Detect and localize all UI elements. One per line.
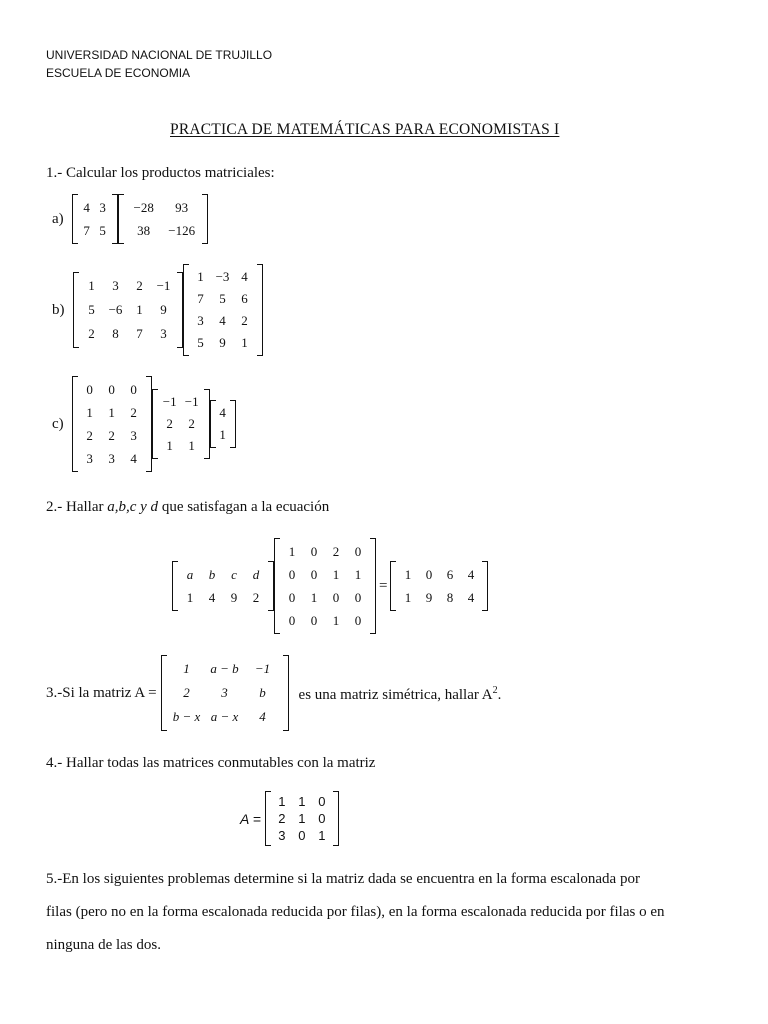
matrix xyxy=(118,194,208,244)
matrix xyxy=(172,561,274,611)
q1-item-c xyxy=(52,376,236,472)
matrix-row xyxy=(159,413,203,435)
matrix-cell: 93 xyxy=(175,199,189,215)
matrix xyxy=(72,376,152,472)
matrix-cell: 0 xyxy=(288,566,296,582)
matrix-cell: −1 xyxy=(184,394,199,409)
matrix-row xyxy=(79,401,145,424)
matrix-row xyxy=(79,424,145,447)
matrix-cell: 0 xyxy=(310,543,318,559)
school-name: ESCUELA DE ECONOMIA xyxy=(46,66,191,80)
matrix-cell: 4 xyxy=(241,269,248,284)
matrix-cell: 2 xyxy=(108,427,115,443)
matrix-cell: 3 xyxy=(108,450,115,466)
matrix-cell: 7 xyxy=(197,291,204,306)
matrix-cell: −1 xyxy=(162,394,177,409)
matrix-cell: 2 xyxy=(332,543,340,559)
q2-variables: a,b,c y d xyxy=(107,499,159,515)
matrix xyxy=(265,791,339,846)
matrix-cell: 9 xyxy=(160,302,167,317)
matrix-cell: 0 xyxy=(310,566,318,582)
matrix-grid xyxy=(168,657,282,729)
matrix-cell: 1 xyxy=(318,828,326,843)
matrix-row xyxy=(79,378,145,401)
matrix-cell: 1 xyxy=(332,566,340,582)
q1-item-a xyxy=(52,194,208,244)
matrix-cell: 7 xyxy=(83,222,90,238)
matrix-row xyxy=(179,563,267,586)
q1-label-c: c) xyxy=(52,415,64,432)
matrix-row xyxy=(80,298,176,322)
q5-line-3: ninguna de las dos. xyxy=(46,937,161,953)
matrix-row xyxy=(397,586,481,609)
matrix-cell: 8 xyxy=(446,589,454,605)
matrix-cell: 3 xyxy=(130,427,137,443)
matrix-row xyxy=(217,402,229,424)
matrix-row xyxy=(281,563,369,586)
matrix-cell: 4 xyxy=(259,709,266,724)
matrix-cell: 1 xyxy=(241,335,248,350)
matrix-cell: −126 xyxy=(168,222,196,238)
matrix-cell: −1 xyxy=(156,278,171,293)
matrix-row xyxy=(217,424,229,446)
matrix-cell: 3 xyxy=(197,313,204,328)
matrix-cell: 0 xyxy=(354,543,362,559)
matrix-cell: 1 xyxy=(298,794,306,809)
matrix xyxy=(274,538,376,634)
q1-item-b xyxy=(52,264,263,356)
question-3 xyxy=(46,655,501,731)
q2-text-post: que satisfagan a la ecuación xyxy=(158,499,330,515)
matrix-cell: 2 xyxy=(88,326,95,341)
matrix-cell: 3 xyxy=(86,450,93,466)
q3-text-post xyxy=(299,681,502,705)
matrix-cell: 1 xyxy=(108,404,115,420)
q3-superscript: 2 xyxy=(492,685,498,696)
matrix-cell: 3 xyxy=(160,326,167,341)
matrix-row xyxy=(79,447,145,470)
matrix xyxy=(72,194,118,244)
matrix-cell: 4 xyxy=(130,450,137,466)
matrix-row xyxy=(80,322,176,346)
matrix-cell: b xyxy=(208,566,216,582)
matrix-cell: 38 xyxy=(137,222,151,238)
matrix-row xyxy=(168,681,282,705)
matrix-row xyxy=(281,540,369,563)
matrix-cell: 1 xyxy=(86,404,93,420)
matrix-cell: 0 xyxy=(310,612,318,628)
matrix-cell: 3 xyxy=(112,278,119,293)
matrix-cell: 1 xyxy=(298,811,306,826)
matrix-cell: 2 xyxy=(241,313,248,328)
matrix-row xyxy=(281,609,369,632)
matrix-row xyxy=(397,563,481,586)
matrix-cell: 1 xyxy=(354,566,362,582)
matrix-grid xyxy=(272,793,332,844)
matrix xyxy=(390,561,488,611)
matrix-cell: 0 xyxy=(318,811,326,826)
matrix-row xyxy=(190,332,256,354)
matrix-cell: 4 xyxy=(219,405,226,420)
matrix-cell: 0 xyxy=(354,589,362,605)
q4-matrix-expression xyxy=(240,791,339,846)
q2-equation xyxy=(172,538,488,634)
matrix-cell: b xyxy=(259,685,266,700)
matrix-row xyxy=(272,793,332,810)
matrix xyxy=(210,400,236,448)
matrix-cell: 8 xyxy=(112,326,119,341)
matrix-cell: 1 xyxy=(88,278,95,293)
matrix-cell: 0 xyxy=(288,612,296,628)
matrix-cell: 4 xyxy=(219,313,226,328)
matrix-cell: 4 xyxy=(208,589,216,605)
matrix-cell: 3 xyxy=(99,199,106,215)
matrix-row xyxy=(179,586,267,609)
question-4-text: 4.- Hallar todas las matrices conmutables con la matriz xyxy=(46,755,376,771)
matrix-cell: 4 xyxy=(83,199,90,215)
matrix-row xyxy=(190,266,256,288)
matrix-cell: b − x xyxy=(172,709,201,724)
matrix-grid xyxy=(281,540,369,632)
matrix-cell: 0 xyxy=(130,381,137,397)
matrix-cell: 7 xyxy=(136,326,143,341)
matrix-cell: −6 xyxy=(108,302,123,317)
matrix-cell: 5 xyxy=(197,335,204,350)
matrix-cell: 5 xyxy=(88,302,95,317)
matrix-cell: 2 xyxy=(166,416,173,431)
matrix-cell: 9 xyxy=(425,589,433,605)
matrix-cell: 1 xyxy=(278,794,286,809)
equals-sign: = xyxy=(379,577,388,594)
matrix-cell: 9 xyxy=(219,335,226,350)
question-2-text xyxy=(46,497,329,517)
matrix-cell: 3 xyxy=(221,685,228,700)
matrix-cell: 5 xyxy=(99,222,106,238)
matrix-cell: 1 xyxy=(288,543,296,559)
matrix-row xyxy=(168,705,282,729)
matrix-cell: 1 xyxy=(404,589,412,605)
matrix-cell: 0 xyxy=(425,566,433,582)
matrix-row xyxy=(79,219,111,242)
matrix-cell: 2 xyxy=(130,404,137,420)
matrix-row xyxy=(190,288,256,310)
matrix-cell: 2 xyxy=(183,685,190,700)
matrix-cell: 1 xyxy=(183,661,190,676)
matrix-cell: 2 xyxy=(188,416,195,431)
question-1-text: 1.- Calcular los productos matriciales: xyxy=(46,165,275,181)
matrix-row xyxy=(125,219,201,242)
matrix-cell: 1 xyxy=(136,302,143,317)
matrix-row xyxy=(272,810,332,827)
q1-label-b: b) xyxy=(52,301,65,318)
matrix-cell: 0 xyxy=(318,794,326,809)
matrix-row xyxy=(159,435,203,457)
q1-label-a: a) xyxy=(52,210,64,227)
university-name: UNIVERSIDAD NACIONAL DE TRUJILLO xyxy=(46,48,273,62)
matrix-cell: 6 xyxy=(446,566,454,582)
q3-text: es una matriz simétrica, hallar A xyxy=(298,687,493,703)
matrix-grid xyxy=(125,196,201,242)
matrix-row xyxy=(80,274,176,298)
matrix-cell: 2 xyxy=(136,278,143,293)
matrix-grid xyxy=(190,266,256,354)
matrix xyxy=(183,264,263,356)
matrix-grid xyxy=(179,563,267,609)
matrix-cell: 0 xyxy=(332,589,340,605)
q4-lhs: A = xyxy=(240,810,261,827)
q3-end: . xyxy=(497,687,502,703)
q2-text-pre: 2.- Hallar xyxy=(46,499,108,515)
matrix-cell: 1 xyxy=(197,269,204,284)
matrix-cell: 0 xyxy=(288,589,296,605)
matrix-cell: 1 xyxy=(219,427,226,442)
matrix-cell: d xyxy=(252,566,260,582)
matrix-row xyxy=(159,391,203,413)
matrix-cell: 4 xyxy=(467,589,475,605)
matrix-cell: 0 xyxy=(354,612,362,628)
matrix-row xyxy=(281,586,369,609)
q5-line-2: filas (pero no en la forma escalonada reducida por filas), en la forma escalonada reducida por filas o en xyxy=(46,904,665,920)
matrix-row xyxy=(168,657,282,681)
matrix-cell: 0 xyxy=(108,381,115,397)
matrix-row xyxy=(272,827,332,844)
matrix-cell: 6 xyxy=(241,291,248,306)
matrix-cell: 2 xyxy=(86,427,93,443)
matrix-grid xyxy=(80,274,176,346)
matrix-cell: 0 xyxy=(86,381,93,397)
matrix-grid xyxy=(217,402,229,446)
matrix-cell: 4 xyxy=(467,566,475,582)
matrix-grid xyxy=(159,391,203,457)
matrix-cell: 1 xyxy=(404,566,412,582)
q3-text-pre: 3.-Si la matriz A = xyxy=(46,685,157,701)
matrix-cell: 1 xyxy=(166,438,173,453)
matrix-cell: 5 xyxy=(219,291,226,306)
matrix xyxy=(152,389,210,459)
q5-line-1: 5.-En los siguientes problemas determine si la matriz dada se encuentra en la forma escalonada por xyxy=(46,871,640,887)
matrix-grid xyxy=(397,563,481,609)
matrix-cell: 2 xyxy=(278,811,286,826)
matrix-cell: c xyxy=(231,566,237,582)
matrix-row xyxy=(79,196,111,219)
matrix-cell: 1 xyxy=(186,589,194,605)
matrix-cell: a xyxy=(186,566,194,582)
matrix xyxy=(73,272,183,348)
matrix-cell: a − b xyxy=(210,661,239,676)
matrix-cell: 2 xyxy=(252,589,260,605)
matrix-cell: −28 xyxy=(133,199,154,215)
matrix-cell: 1 xyxy=(332,612,340,628)
matrix-cell: 9 xyxy=(230,589,238,605)
matrix-cell: −3 xyxy=(215,269,230,284)
matrix-grid xyxy=(79,196,111,242)
matrix-cell: 0 xyxy=(298,828,306,843)
page-title: PRACTICA DE MATEMÁTICAS PARA ECONOMISTAS I xyxy=(170,121,560,138)
matrix-row xyxy=(190,310,256,332)
matrix xyxy=(161,655,289,731)
matrix-cell: 1 xyxy=(188,438,195,453)
matrix-cell: −1 xyxy=(254,661,271,676)
matrix-cell: 1 xyxy=(310,589,318,605)
matrix-row xyxy=(125,196,201,219)
matrix-cell: a − x xyxy=(210,709,239,724)
matrix-cell: 3 xyxy=(278,828,286,843)
matrix-grid xyxy=(79,378,145,470)
